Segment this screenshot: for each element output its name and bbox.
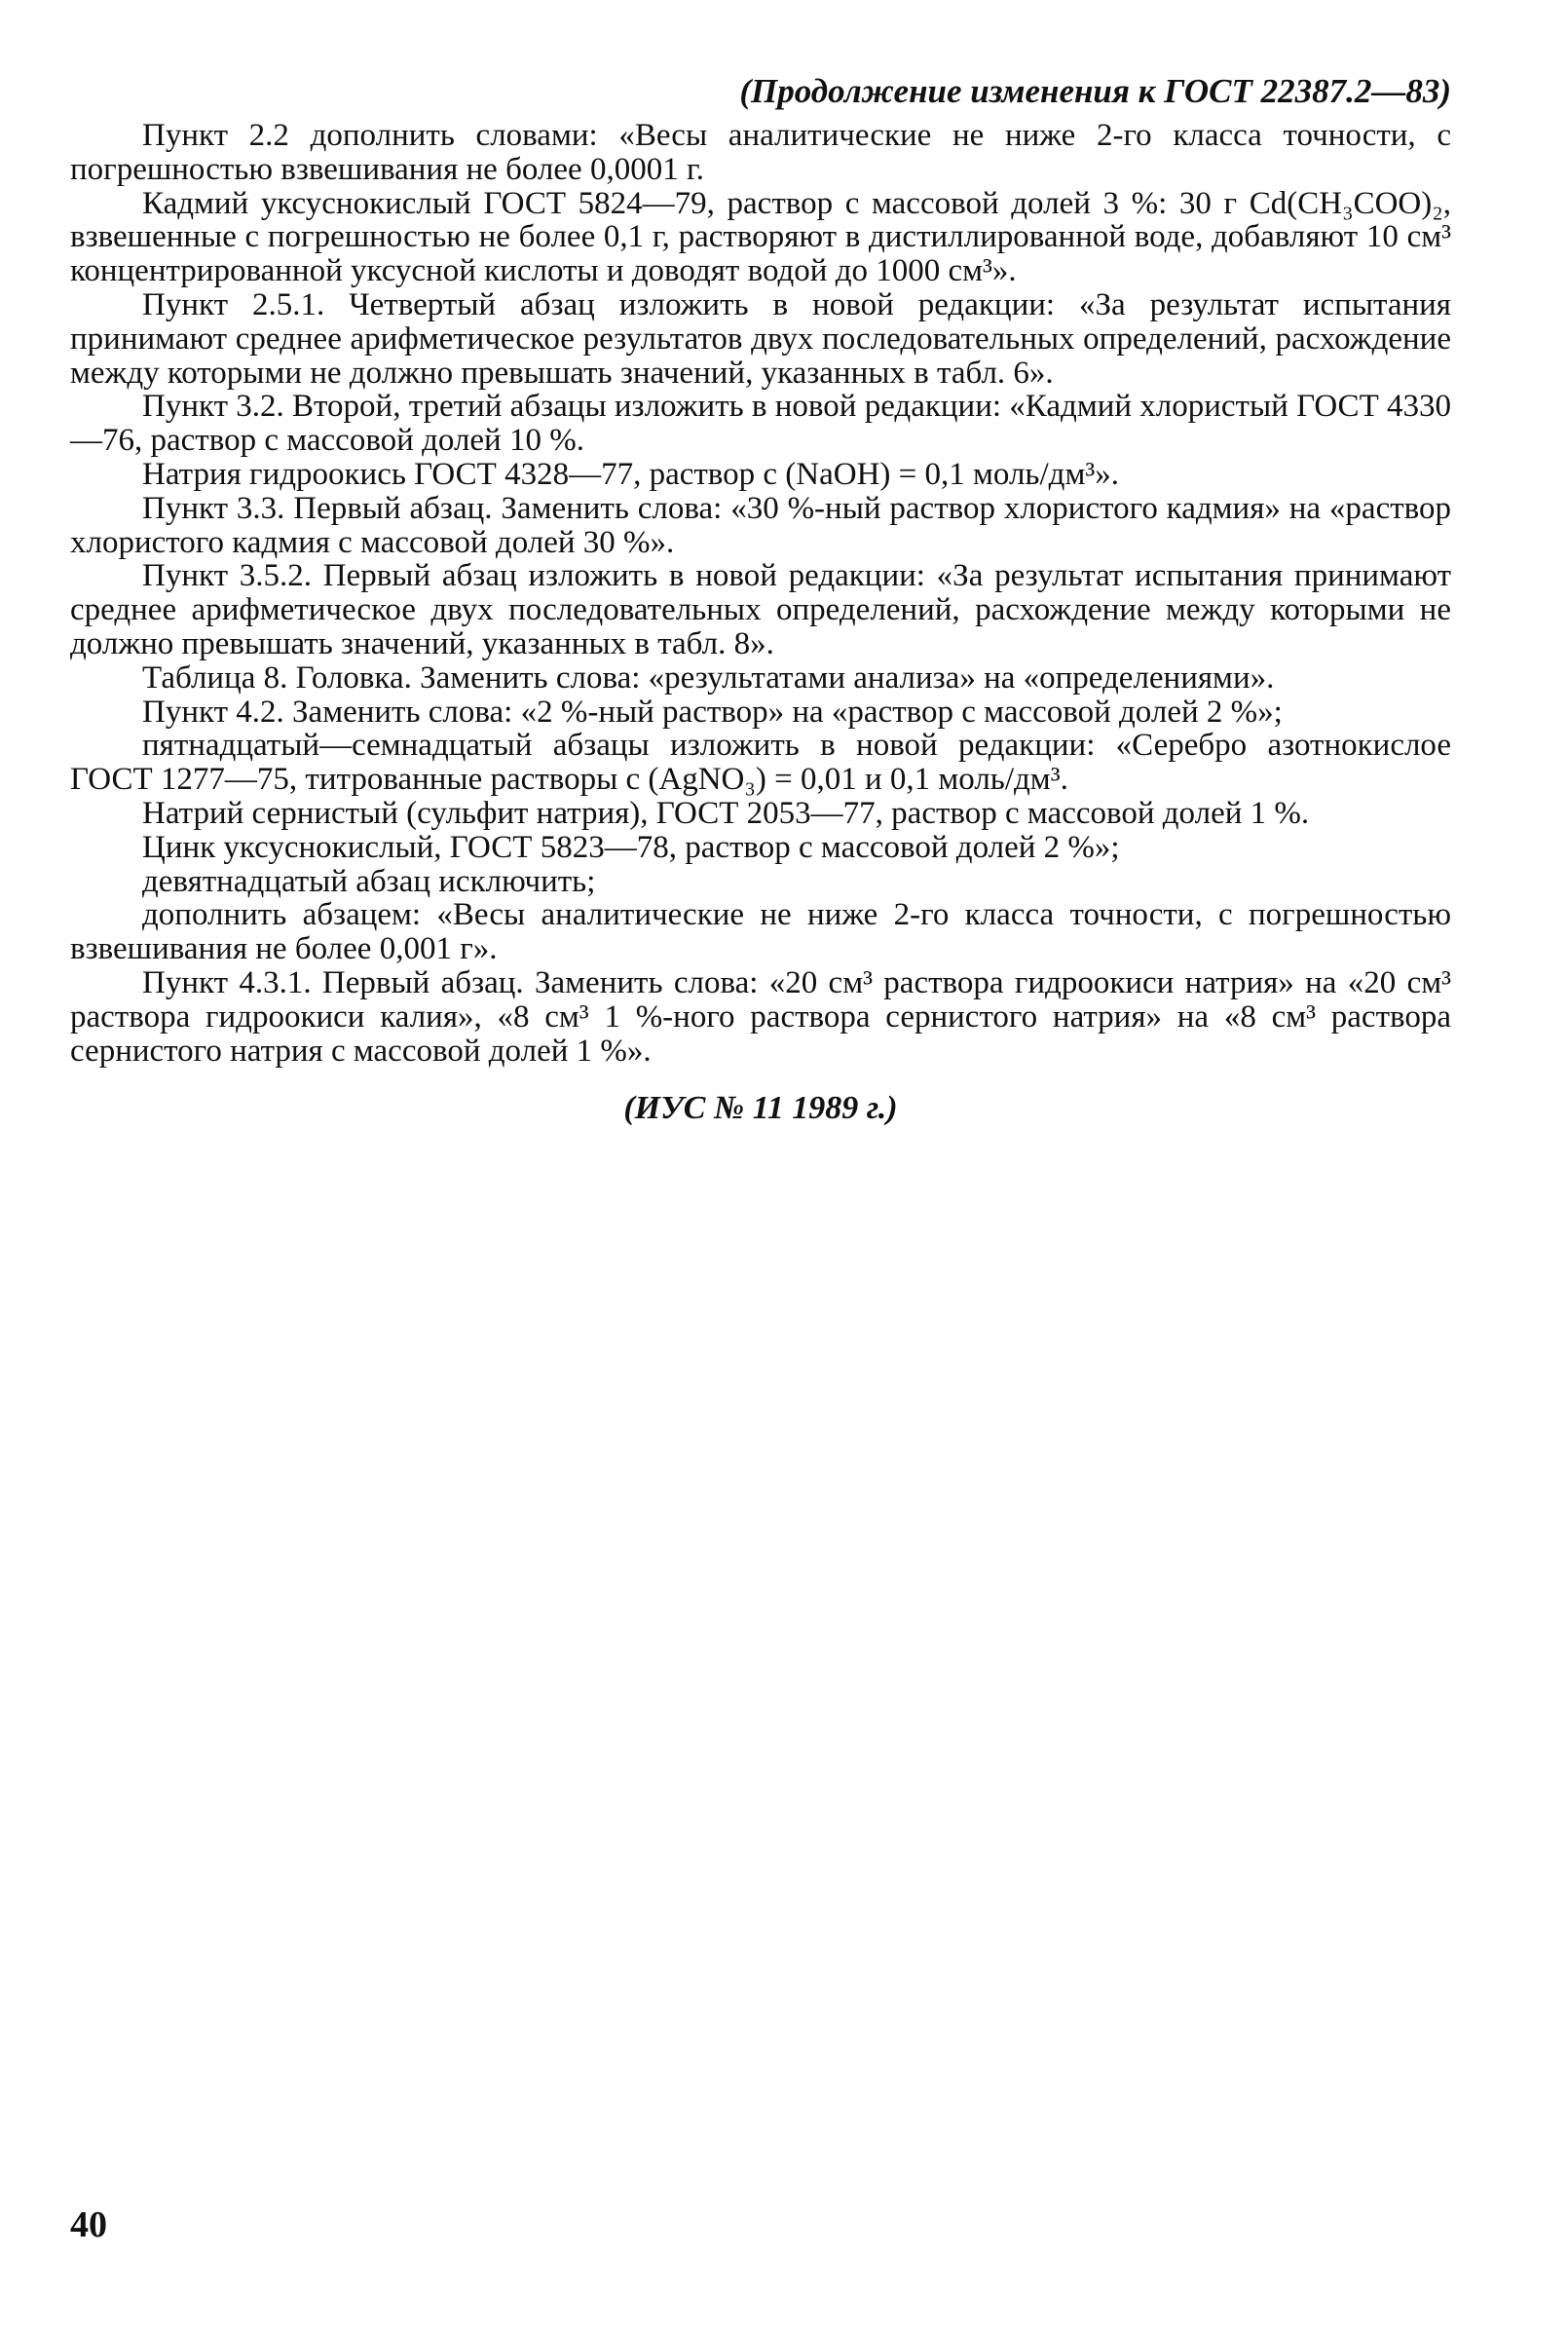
paragraph: Натрия гидроокись ГОСТ 4328—77, раствор с (NaOH) = 0,1 моль/дм³». xyxy=(142,456,1119,492)
paragraph: Цинк уксуснокислый, ГОСТ 5823—78, раствор с массовой долей 2 %»; xyxy=(142,829,1120,865)
paragraph: Пункт 4.3.1. Первый абзац. Заменить слова: «20 см³ раствора гидроокиси натрия» на «20 см³ раствора гидроокиси калия», «8 см³ 1 %-ного раствора сернистого натрия» на «8 см³ раствора сернистого натрия с массовой долей 1 %». xyxy=(70,964,1451,1069)
paragraph: дополнить абзацем: «Весы аналитические не ниже 2-го класса точности, с погрешностью взвешивания не более 0,001 г». xyxy=(70,897,1451,967)
paragraph: Пункт 4.2. Заменить слова: «2 %-ный раствор» на «раствор с массовой долей 2 %»; xyxy=(142,694,1283,730)
paragraph: Пункт 3.3. Первый абзац. Заменить слова: «30 %-ный раствор хлористого кадмия» на «раствор хлористого кадмия с массовой долей 30 %». xyxy=(70,490,1451,560)
paragraph: Натрий сернистый (сульфит натрия), ГОСТ 2053—77, раствор с массовой долей 1 %. xyxy=(142,795,1310,831)
paragraph: Кадмий уксуснокислый ГОСТ 5824—79, раствор с массовой долей 3 %: 30 г Cd(CH₃COO)₂, взвешенные с погрешностью не более 0,1 г, растворяют в дистиллированной воде, добавляют 10 см³ концентрированной уксусной кислоты и доводят водой до 1000 см³». xyxy=(70,185,1451,289)
page-number: 40 xyxy=(70,2204,107,2245)
paragraph: Пункт 3.5.2. Первый абзац изложить в новой редакции: «За результат испытания принимают среднее арифметическое двух последовательных определений, расхождение между которыми не должно превышать значений, указанных в табл. 8». xyxy=(70,558,1451,661)
paragraph: Таблица 8. Головка. Заменить слова: «результатами анализа» на «определениями». xyxy=(142,659,1275,696)
paragraph: пятнадцатый—семнадцатый абзацы изложить в новой редакции: «Серебро азотнокислое ГОСТ 1277—75, титрованные растворы с (AgNO₃) = 0,01 и 0,1 моль/дм³. xyxy=(70,728,1451,798)
document-body xyxy=(70,119,1451,1068)
document-page xyxy=(70,70,1451,1130)
publication-reference: (ИУС № 11 1989 г.) xyxy=(623,1090,898,1127)
paragraph: Пункт 2.5.1. Четвертый абзац изложить в новой редакции: «За результат испытания принимают среднее арифметическое результатов двух последовательных определений, расхождение между которыми не должно превышать значений, указанных в табл. 6». xyxy=(70,286,1451,391)
paragraph: девятнадцатый абзац исключить; xyxy=(142,863,596,899)
document-header: (Продолжение изменения к ГОСТ 22387.2—83) xyxy=(739,72,1451,110)
paragraph: Пункт 3.2. Второй, третий абзацы изложить в новой редакции: «Кадмий хлористый ГОСТ 4330—76, раствор с массовой долей 10 %. xyxy=(70,389,1451,459)
paragraph: Пункт 2.2 дополнить словами: «Весы аналитические не ниже 2-го класса точности, с погрешностью взвешивания не более 0,0001 г. xyxy=(70,118,1451,187)
